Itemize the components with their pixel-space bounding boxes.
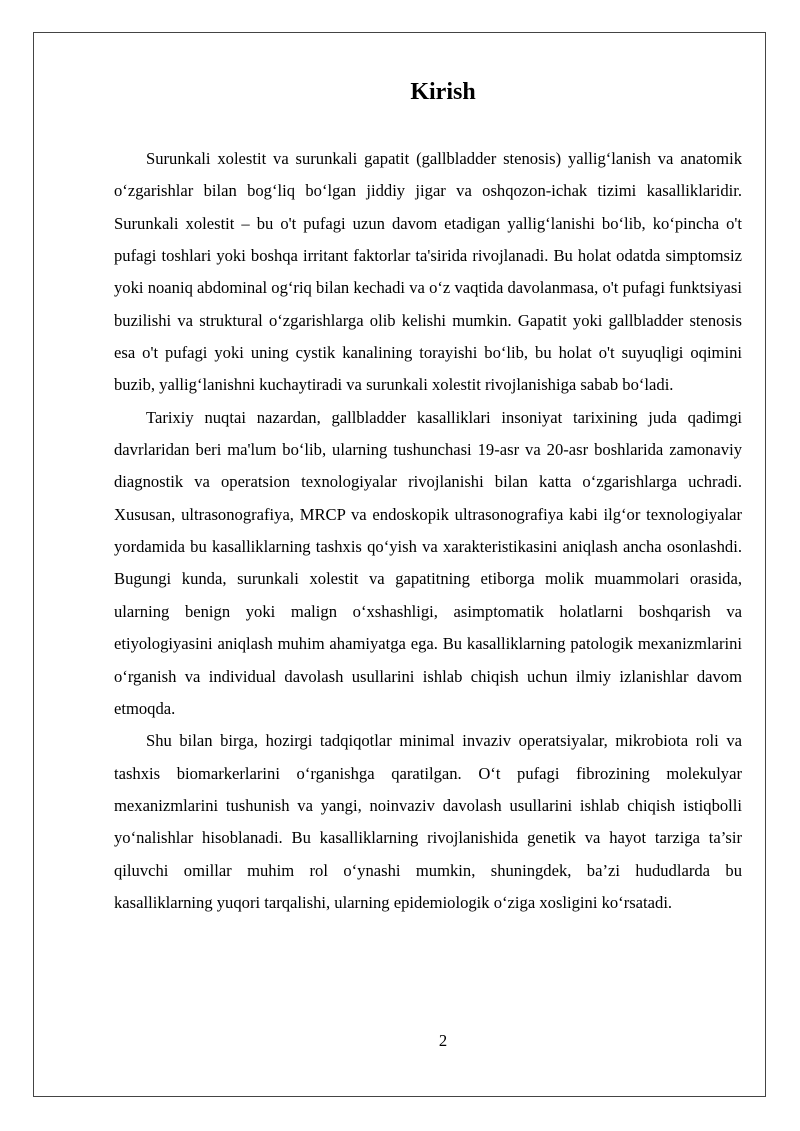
paragraph-3: Shu bilan birga, hozirgi tadqiqotlar minimal invaziv operatsiyalar, mikrobiota roli va tashxis biomarkerlarini o‘rganishga qaratilgan. O‘t pufagi fibrozining molekulyar mexanizmlarini tushunish va yangi, noinvaziv davolash usullarini ishlab chiqish istiqbolli yo‘nalishlar hisoblanadi. Bu kasalliklarning rivojlanishida genetik va hayot tarziga ta’sir qiluvchi omillar muhim rol o‘ynashi mumkin, shuningdek, ba’zi hududlarda bu kasalliklarning yuqori tarqalishi, ularning epidemiologik o‘ziga xosligini ko‘rsatadi.	[114, 731, 742, 912]
paragraph-1: Surunkali xolestit va surunkali gapatit (gallbladder stenosis) yallig‘lanish va anatomik o‘zgarishlar bilan bog‘liq bo‘lgan jiddiy jigar va oshqozon-ichak tizimi kasalliklaridir. Surunkali xolestit – bu o't pufagi uzun davom etadigan yallig‘lanishi bo‘lib, ko‘pincha o't pufagi toshlari yoki boshqa irritant faktorlar ta'sirida rivojlanadi. Bu holat odatda simptomsiz yoki noaniq abdominal og‘riq bilan kechadi va o‘z vaqtida davolanmasa, o't pufagi funktsiyasi buzilishi va struktural o‘zgarishlarga olib kelishi mumkin. Gapatit yoki gallbladder stenosis esa o't pufagi yoki uning cystik kanalining torayishi bo‘lib, bu holat o't suyuqligi oqimini buzib, yallig‘lanishni kuchaytiradi va surunkali xolestit rivojlanishiga sabab bo‘ladi.	[114, 149, 742, 395]
page-title: Kirish	[410, 79, 476, 105]
page-number: 2	[438, 1031, 448, 1050]
body-text	[114, 143, 742, 919]
paragraph-2: Tarixiy nuqtai nazardan, gallbladder kasalliklari insoniyat tarixining juda qadimgi davrlaridan beri ma'lum bo‘lib, ularning tushunchasi 19-asr va 20-asr boshlarida zamonaviy diagnostik va operatsion texnologiyalar rivojlanishi bilan katta o‘zgarishlarga uchradi. Xususan, ultrasonografiya, MRCP va endoskopik ultrasonografiya kabi ilg‘or texnologiyalar yordamida bu kasalliklarning tashxis qo‘yish va xarakteristikasini aniqlash ancha osonlashdi. Bugungi kunda, surunkali xolestit va gapatitning etiborga molik muammolari orasida, ularning benign yoki malign o‘xshashligi, asimptomatik holatlarni boshqarish va etiyologiyasini aniqlash muhim ahamiyatga ega. Bu kasalliklarning patologik mexanizmlarini o‘rganish va individual davolash usullarini ishlab chiqish uchun ilmiy izlanishlar davom etmoqda.	[114, 407, 742, 718]
